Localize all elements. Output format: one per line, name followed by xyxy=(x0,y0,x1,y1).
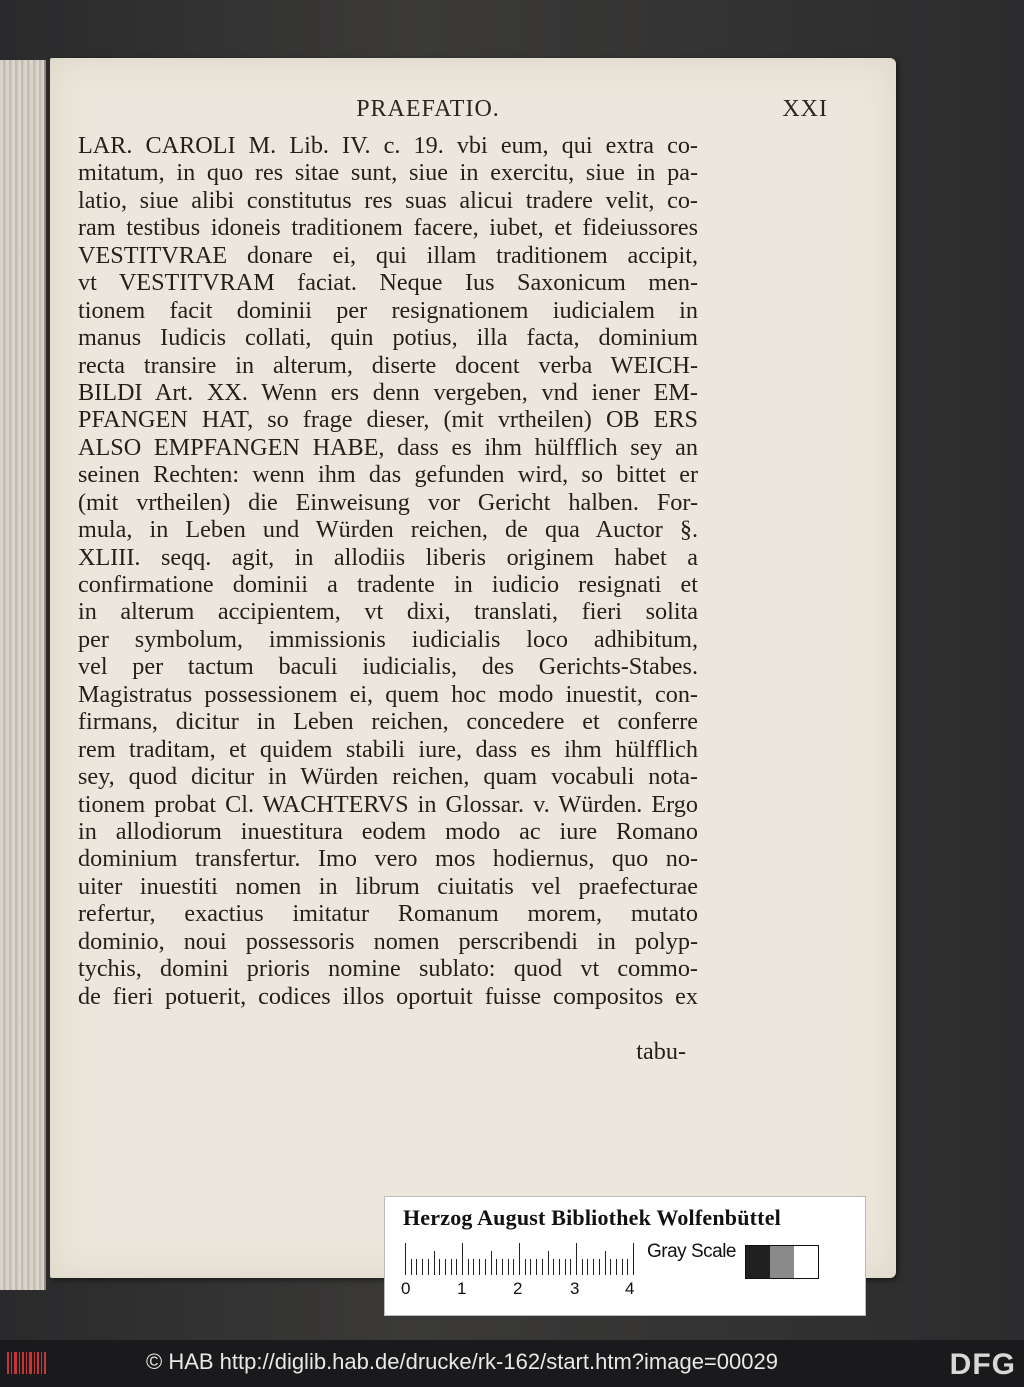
gray-swatch-light xyxy=(794,1246,818,1278)
page-number: XXI xyxy=(782,96,828,122)
ruler-tick xyxy=(496,1259,497,1275)
text-line: LAR. CAROLI M. Lib. IV. c. 19. vbi eum, qui extra co- xyxy=(78,132,698,159)
text-line: BILDI Art. XX. Wenn ers denn vergeben, vnd iener EM- xyxy=(78,378,698,406)
ruler-label-1: 1 xyxy=(457,1279,467,1298)
text-line: XLIII. seqq. agit, in allodiis liberis originem habet a xyxy=(78,543,698,571)
text-line: VESTITVRAE donare ei, qui illam traditionem accipit, xyxy=(78,241,698,269)
ruler-tick xyxy=(622,1259,623,1275)
viewer-footer xyxy=(0,1340,1024,1387)
ruler-tick xyxy=(422,1259,423,1275)
ruler-tick xyxy=(576,1243,577,1275)
gray-swatch-dark xyxy=(746,1246,770,1278)
ruler-label-0: 0 xyxy=(401,1279,411,1298)
text-line: tychis, domini prioris nomine sublato: quod vt commo- xyxy=(78,955,698,983)
ruler-tick xyxy=(593,1259,594,1275)
ruler-tick xyxy=(445,1259,446,1275)
ruler-tick xyxy=(548,1251,549,1275)
text-line: vel per tactum baculi iudicialis, des Gerichts-Stabes. xyxy=(78,653,698,681)
ruler-tick xyxy=(570,1259,571,1275)
ruler-tick xyxy=(485,1259,486,1275)
text-line: rem traditam, et quidem stabili iure, dass es ihm hülfflich xyxy=(78,735,698,763)
text-line: dominio, noui possessoris nomen perscribendi in polyp- xyxy=(78,927,698,955)
ruler-tick xyxy=(616,1259,617,1275)
ruler-tick xyxy=(502,1259,503,1275)
ruler-tick xyxy=(525,1259,526,1275)
scale-ruler xyxy=(405,1243,637,1275)
ruler-tick xyxy=(428,1259,429,1275)
ruler-label-2: 2 xyxy=(513,1279,523,1298)
ruler-tick xyxy=(434,1251,435,1275)
book-page-edges xyxy=(0,60,46,1290)
gray-scale-label: Gray Scale xyxy=(647,1241,736,1262)
ruler-tick xyxy=(416,1259,417,1275)
copyright-link[interactable]: © HAB http://diglib.hab.de/drucke/rk-162/start.htm?image=00029 xyxy=(146,1349,778,1374)
ruler-tick xyxy=(536,1259,537,1275)
ruler-tick xyxy=(479,1259,480,1275)
ruler-tick xyxy=(451,1259,452,1275)
text-line: dominium transfertur. Imo vero mos hodiernus, quo no- xyxy=(78,845,698,873)
ruler-tick xyxy=(605,1251,606,1275)
text-line: mula, in Leben und Würden reichen, de qua Auctor §. xyxy=(78,516,698,544)
text-line: seinen Rechten: wenn ihm das gefunden wird, so bittet er xyxy=(78,461,698,489)
ruler-tick xyxy=(633,1243,634,1275)
gray-swatch-mid xyxy=(770,1246,794,1278)
ruler-tick xyxy=(513,1259,514,1275)
text-line: refertur, exactius imitatur Romanum morem, mutato xyxy=(78,900,698,928)
text-line: uiter inuestiti nomen in librum ciuitatis vel praefecturae xyxy=(78,872,698,900)
ruler-tick xyxy=(542,1259,543,1275)
color-calibration-bar xyxy=(384,1196,866,1316)
text-line: in alterum accipientem, vt dixi, translati, fieri solita xyxy=(78,598,698,626)
ruler-tick xyxy=(627,1259,628,1275)
text-line: mitatum, in quo res sitae sunt, siue in exercitu, siue in pa- xyxy=(78,159,698,187)
ruler-tick xyxy=(559,1259,560,1275)
text-line: vt VESTITVRAM faciat. Neque Ius Saxonicum men- xyxy=(78,269,698,297)
dfg-logo: DFG xyxy=(949,1348,1016,1381)
library-name: Herzog August Bibliothek Wolfenbüttel xyxy=(403,1205,781,1230)
ruler-tick xyxy=(508,1259,509,1275)
text-line: Magistratus possessionem ei, quem hoc modo inuestit, con- xyxy=(78,680,698,708)
ruler-tick xyxy=(610,1259,611,1275)
ruler-tick xyxy=(411,1259,412,1275)
ruler-tick xyxy=(599,1259,600,1275)
ruler-label-4: 4 xyxy=(625,1279,635,1298)
text-line: manus Iudicis collati, quin potius, illa facta, dominium xyxy=(78,324,698,352)
running-head: PRAEFATIO. xyxy=(356,96,500,122)
text-line: PFANGEN HAT, so frage dieser, (mit vrtheilen) OB ERS xyxy=(78,406,698,434)
ruler-tick xyxy=(462,1243,463,1275)
text-line: confirmatione dominii a tradente in iudicio resignati et xyxy=(78,571,698,598)
ruler-tick xyxy=(456,1259,457,1275)
text-line: sey, quod dicitur in Würden reichen, quam vocabuli nota- xyxy=(78,763,698,791)
text-line: de fieri potuerit, codices illos oportuit fuisse compositos ex xyxy=(78,982,698,1010)
text-line: ALSO EMPFANGEN HABE, dass es ihm hülfflich sey an xyxy=(78,433,698,461)
page-text xyxy=(78,132,698,1010)
ruler-tick xyxy=(473,1259,474,1275)
text-line: tionem probat Cl. WACHTERVS in Glossar. v. Würden. Ergo xyxy=(78,790,698,818)
text-line: latio, siue alibi constitutus res suas alicui tradere velit, co- xyxy=(78,186,698,214)
ruler-tick xyxy=(491,1251,492,1275)
text-line: ram testibus idoneis traditionem facere, iubet, et fideiussores xyxy=(78,214,698,242)
ruler-tick xyxy=(565,1259,566,1275)
text-line: recta transire in alterum, diserte docent verba WEICH- xyxy=(78,351,698,379)
ruler-tick xyxy=(519,1243,520,1275)
text-line: tionem facit dominii per resignationem iudicialem in xyxy=(78,296,698,324)
text-line: (mit vrtheilen) die Einweisung vor Gericht halben. For- xyxy=(78,488,698,516)
text-line: per symbolum, immissionis iudicialis loco adhibitum, xyxy=(78,625,698,653)
ruler-tick xyxy=(553,1259,554,1275)
ruler-tick xyxy=(582,1259,583,1275)
ruler-tick xyxy=(468,1259,469,1275)
ruler-tick xyxy=(405,1243,406,1275)
text-line: firmans, dicitur in Leben reichen, concedere et conferre xyxy=(78,708,698,736)
ruler-tick xyxy=(439,1259,440,1275)
text-line: in allodiorum inuestitura eodem modo ac iure Romano xyxy=(78,817,698,845)
ruler-tick xyxy=(587,1259,588,1275)
ruler-tick xyxy=(530,1259,531,1275)
catchword: tabu- xyxy=(636,1038,686,1065)
ruler-label-3: 3 xyxy=(570,1279,580,1298)
barcode-icon xyxy=(6,1350,48,1376)
gray-scale-swatches xyxy=(745,1245,819,1279)
